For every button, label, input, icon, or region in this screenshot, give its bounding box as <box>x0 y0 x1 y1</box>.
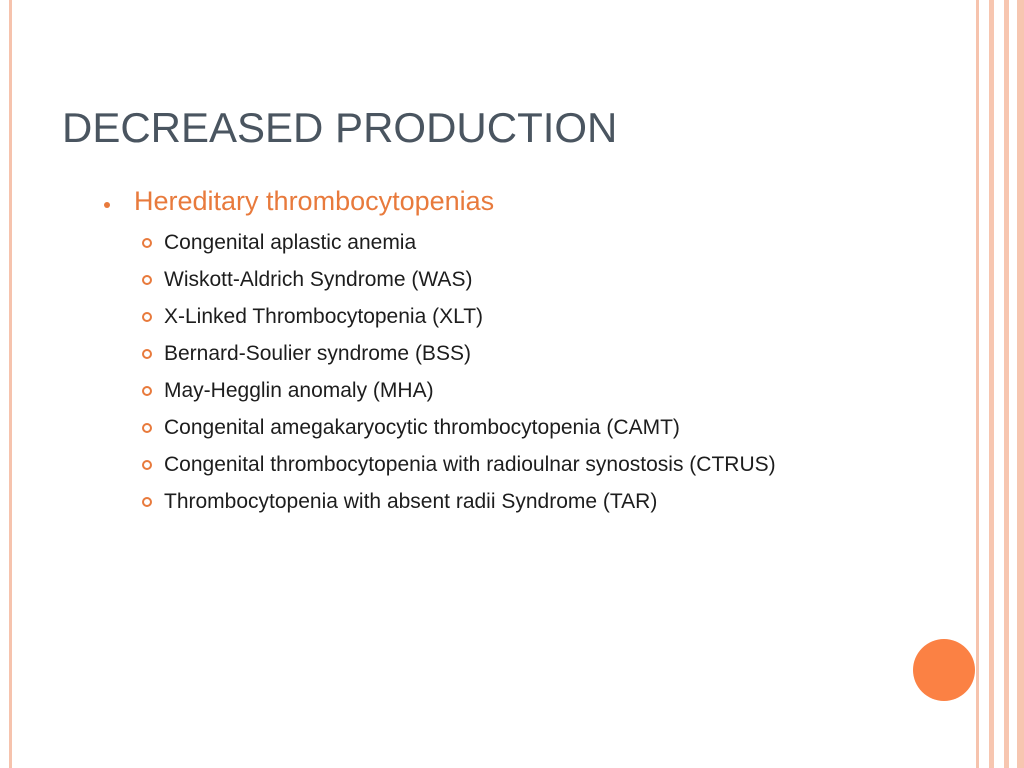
right-frame-line-3 <box>1004 0 1009 768</box>
left-frame-line <box>9 0 12 768</box>
right-frame-line-4 <box>1017 0 1024 768</box>
right-frame-line-1 <box>976 0 979 768</box>
ring-bullet-icon <box>142 386 152 396</box>
list-item-text: X-Linked Thrombocytopenia (XLT) <box>164 305 484 328</box>
list-item-text: Congenital aplastic anemia <box>164 231 417 254</box>
ring-bullet-icon <box>142 423 152 433</box>
list-item <box>140 487 840 516</box>
list-item-text: Bernard-Soulier syndrome (BSS) <box>164 342 471 365</box>
list-item <box>140 413 840 442</box>
ring-bullet-icon <box>142 497 152 507</box>
list-item <box>140 376 840 405</box>
sub-bullet-list <box>140 228 840 524</box>
bullet-dot-icon <box>104 202 110 208</box>
ring-bullet-icon <box>142 238 152 248</box>
list-item-text: Congenital thrombocytopenia with radioulnar synostosis (CTRUS) <box>164 453 776 476</box>
list-item-text: Congenital amegakaryocytic thrombocytopenia (CAMT) <box>164 416 680 439</box>
ring-bullet-icon <box>142 460 152 470</box>
list-item-text: Wiskott-Aldrich Syndrome (WAS) <box>164 268 473 291</box>
ring-bullet-icon <box>142 275 152 285</box>
list-item-text: Thrombocytopenia with absent radii Syndrome (TAR) <box>164 490 658 513</box>
ring-bullet-icon <box>142 349 152 359</box>
list-item <box>140 228 840 257</box>
list-item <box>140 339 840 368</box>
right-frame-line-2 <box>989 0 994 768</box>
ring-bullet-icon <box>142 312 152 322</box>
decorative-circle <box>913 639 975 701</box>
list-item <box>140 450 840 479</box>
list-item <box>140 302 840 331</box>
main-bullet-text: Hereditary thrombocytopenias <box>134 186 495 216</box>
slide-title: DECREASED PRODUCTION <box>62 104 618 151</box>
list-item-text: May-Hegglin anomaly (MHA) <box>164 379 434 402</box>
list-item <box>140 265 840 294</box>
